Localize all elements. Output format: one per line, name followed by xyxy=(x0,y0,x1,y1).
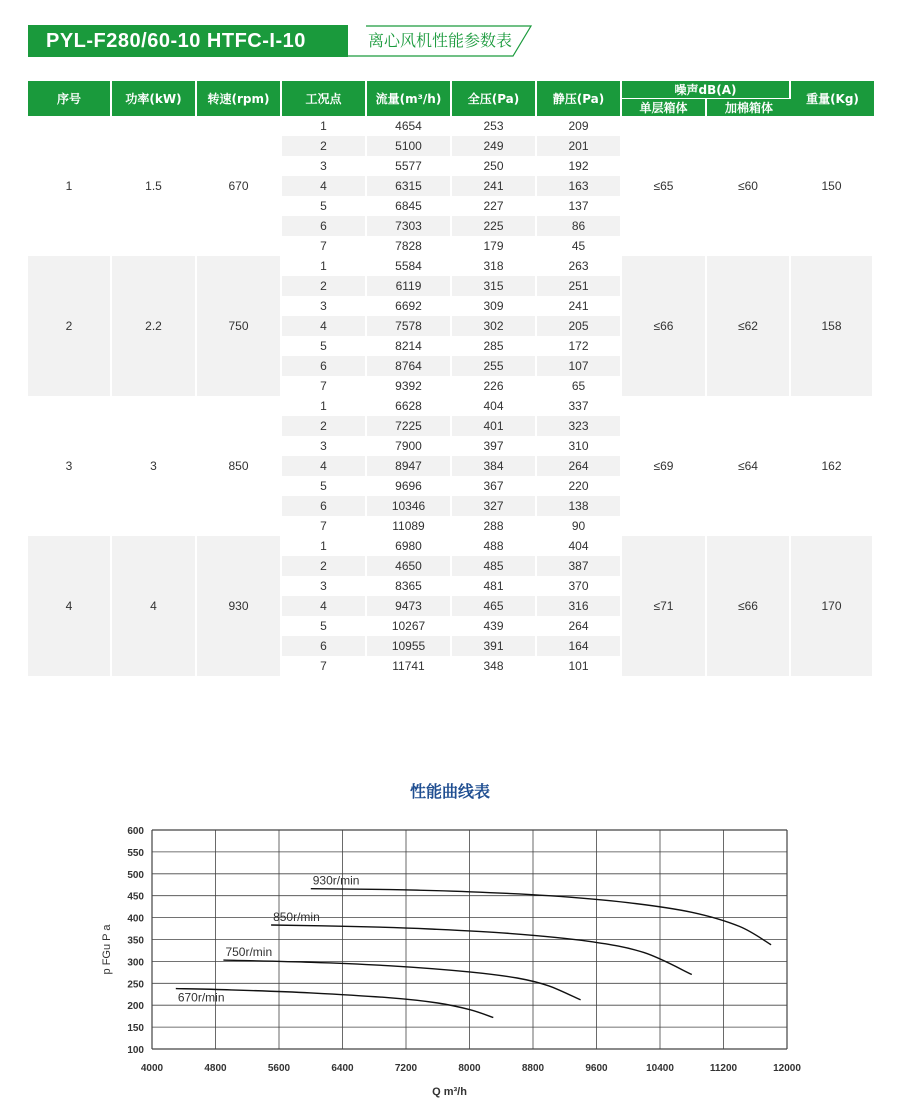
y-tick-label: 350 xyxy=(127,935,144,947)
header-no: 序号 xyxy=(28,81,112,116)
title-banner xyxy=(28,25,513,57)
cell-static: 172 xyxy=(537,336,622,356)
cell-weight: 158 xyxy=(791,256,874,396)
header-power: 功率(kW) xyxy=(112,81,197,116)
cell-point: 1 xyxy=(282,396,367,416)
chart-title: 性能曲线表 xyxy=(409,782,490,801)
table-row xyxy=(28,256,874,276)
cell-flow: 4654 xyxy=(367,116,452,136)
cell-weight: 162 xyxy=(791,396,874,536)
cell-total: 465 xyxy=(452,596,537,616)
cell-flow: 8365 xyxy=(367,576,452,596)
cell-total: 439 xyxy=(452,616,537,636)
cell-point: 3 xyxy=(282,296,367,316)
cell-static: 163 xyxy=(537,176,622,196)
cell-static: 138 xyxy=(537,496,622,516)
cell-total: 384 xyxy=(452,456,537,476)
cell-point: 6 xyxy=(282,356,367,376)
header-noise-single: 单层箱体 xyxy=(622,98,707,116)
cell-point: 7 xyxy=(282,376,367,396)
cell-flow: 9392 xyxy=(367,376,452,396)
x-tick-label: 8800 xyxy=(521,1063,545,1074)
cell-total: 255 xyxy=(452,356,537,376)
model-title: PYL-F280/60-10 HTFC-I-10 xyxy=(28,25,348,57)
cell-point: 1 xyxy=(282,256,367,276)
table-row xyxy=(28,396,874,416)
cell-noise-single: ≤66 xyxy=(622,256,707,396)
cell-total: 391 xyxy=(452,636,537,656)
x-tick-label: 10400 xyxy=(646,1063,674,1074)
cell-noise-single: ≤69 xyxy=(622,396,707,536)
header-flow: 流量(m³/h) xyxy=(367,81,452,116)
cell-flow: 6980 xyxy=(367,536,452,556)
cell-flow: 4650 xyxy=(367,556,452,576)
table-row xyxy=(28,116,874,136)
cell-point: 5 xyxy=(282,616,367,636)
cell-static: 241 xyxy=(537,296,622,316)
cell-point: 7 xyxy=(282,656,367,676)
cell-total: 348 xyxy=(452,656,537,676)
cell-flow: 6119 xyxy=(367,276,452,296)
cell-static: 107 xyxy=(537,356,622,376)
header-noise: 噪声dB(A) xyxy=(622,81,791,98)
header-noise-cotton: 加棉箱体 xyxy=(707,98,791,116)
cell-point: 4 xyxy=(282,456,367,476)
banner-subtitle-box xyxy=(348,25,528,57)
cell-total: 250 xyxy=(452,156,537,176)
cell-no: 2 xyxy=(28,256,112,396)
x-tick-label: 12000 xyxy=(773,1063,801,1074)
cell-point: 4 xyxy=(282,316,367,336)
cell-no: 4 xyxy=(28,536,112,676)
y-tick-label: 500 xyxy=(127,869,144,881)
x-tick-label: 7200 xyxy=(394,1063,418,1074)
x-axis-label: Q m³/h xyxy=(432,1086,467,1098)
cell-static: 220 xyxy=(537,476,622,496)
series-label: 670r/min xyxy=(177,990,225,1005)
cell-static: 264 xyxy=(537,616,622,636)
header-point: 工况点 xyxy=(282,81,367,116)
cell-total: 485 xyxy=(452,556,537,576)
cell-flow: 11741 xyxy=(367,656,452,676)
table-body xyxy=(28,116,874,676)
cell-point: 5 xyxy=(282,476,367,496)
x-tick-label: 6400 xyxy=(331,1063,354,1074)
y-tick-label: 150 xyxy=(127,1023,144,1035)
x-tick-label: 5600 xyxy=(267,1063,291,1074)
cell-noise-cotton: ≤62 xyxy=(707,256,791,396)
cell-weight: 150 xyxy=(791,116,874,256)
cell-static: 201 xyxy=(537,136,622,156)
y-tick-label: 200 xyxy=(127,1001,144,1013)
cell-flow: 7828 xyxy=(367,236,452,256)
cell-noise-single: ≤71 xyxy=(622,536,707,676)
cell-point: 3 xyxy=(282,576,367,596)
cell-flow: 7225 xyxy=(367,416,452,436)
cell-power: 4 xyxy=(112,536,197,676)
cell-noise-single: ≤65 xyxy=(622,116,707,256)
cell-point: 2 xyxy=(282,136,367,156)
cell-flow: 8214 xyxy=(367,336,452,356)
cell-point: 7 xyxy=(282,516,367,536)
y-tick-label: 400 xyxy=(127,913,144,925)
cell-static: 404 xyxy=(537,536,622,556)
x-tick-label: 8000 xyxy=(458,1063,481,1074)
cell-point: 5 xyxy=(282,336,367,356)
cell-total: 226 xyxy=(452,376,537,396)
cell-static: 86 xyxy=(537,216,622,236)
cell-point: 7 xyxy=(282,236,367,256)
cell-flow: 11089 xyxy=(367,516,452,536)
cell-total: 397 xyxy=(452,436,537,456)
cell-flow: 9696 xyxy=(367,476,452,496)
header-weight: 重量(Kg) xyxy=(791,81,874,116)
header-static-pressure: 静压(Pa) xyxy=(537,81,622,116)
cell-speed: 930 xyxy=(197,536,282,676)
cell-flow: 5100 xyxy=(367,136,452,156)
cell-static: 323 xyxy=(537,416,622,436)
cell-static: 337 xyxy=(537,396,622,416)
series-label: 930r/min xyxy=(312,873,360,888)
y-tick-label: 100 xyxy=(127,1045,144,1056)
cell-flow: 7900 xyxy=(367,436,452,456)
cell-point: 3 xyxy=(282,156,367,176)
cell-total: 288 xyxy=(452,516,537,536)
cell-speed: 750 xyxy=(197,256,282,396)
cell-flow: 10955 xyxy=(367,636,452,656)
performance-table xyxy=(28,81,874,676)
cell-total: 315 xyxy=(452,276,537,296)
cell-flow: 5584 xyxy=(367,256,452,276)
x-tick-label: 4800 xyxy=(204,1063,227,1074)
cell-static: 137 xyxy=(537,196,622,216)
cell-flow: 6845 xyxy=(367,196,452,216)
series-line xyxy=(223,960,580,1000)
table-row xyxy=(28,536,874,556)
cell-power: 2.2 xyxy=(112,256,197,396)
cell-point: 6 xyxy=(282,636,367,656)
cell-point: 5 xyxy=(282,196,367,216)
cell-point: 2 xyxy=(282,556,367,576)
cell-point: 4 xyxy=(282,596,367,616)
cell-no: 3 xyxy=(28,396,112,536)
x-tick-label: 9600 xyxy=(585,1063,608,1074)
cell-flow: 10267 xyxy=(367,616,452,636)
y-axis-label: p FGu P a xyxy=(101,924,113,975)
cell-noise-cotton: ≤60 xyxy=(707,116,791,256)
cell-noise-cotton: ≤64 xyxy=(707,396,791,536)
y-tick-label: 550 xyxy=(127,847,144,859)
cell-total: 179 xyxy=(452,236,537,256)
cell-flow: 10346 xyxy=(367,496,452,516)
cell-flow: 6692 xyxy=(367,296,452,316)
cell-speed: 850 xyxy=(197,396,282,536)
y-tick-label: 450 xyxy=(127,891,144,903)
cell-static: 65 xyxy=(537,376,622,396)
cell-point: 1 xyxy=(282,536,367,556)
cell-total: 327 xyxy=(452,496,537,516)
series-label: 750r/min xyxy=(225,945,273,960)
cell-point: 4 xyxy=(282,176,367,196)
x-tick-label: 11200 xyxy=(709,1063,738,1074)
cell-total: 367 xyxy=(452,476,537,496)
series-label: 850r/min xyxy=(273,910,320,925)
cell-flow: 7303 xyxy=(367,216,452,236)
cell-flow: 8947 xyxy=(367,456,452,476)
cell-total: 227 xyxy=(452,196,537,216)
y-tick-label: 250 xyxy=(127,979,144,991)
cell-static: 263 xyxy=(537,256,622,276)
cell-weight: 170 xyxy=(791,536,874,676)
cell-no: 1 xyxy=(28,116,112,256)
cell-total: 318 xyxy=(452,256,537,276)
cell-flow: 6628 xyxy=(367,396,452,416)
cell-power: 1.5 xyxy=(112,116,197,256)
cell-point: 3 xyxy=(282,436,367,456)
cell-total: 309 xyxy=(452,296,537,316)
cell-static: 310 xyxy=(537,436,622,456)
cell-static: 209 xyxy=(537,116,622,136)
cell-total: 225 xyxy=(452,216,537,236)
y-tick-label: 600 xyxy=(127,826,144,837)
cell-flow: 5577 xyxy=(367,156,452,176)
header-speed: 转速(rpm) xyxy=(197,81,282,116)
cell-point: 2 xyxy=(282,416,367,436)
cell-noise-cotton: ≤66 xyxy=(707,536,791,676)
cell-static: 205 xyxy=(537,316,622,336)
cell-static: 45 xyxy=(537,236,622,256)
header-total-pressure: 全压(Pa) xyxy=(452,81,537,116)
series-line xyxy=(271,925,692,975)
cell-point: 2 xyxy=(282,276,367,296)
cell-power: 3 xyxy=(112,396,197,536)
performance-curve-chart xyxy=(0,815,900,1110)
cell-total: 249 xyxy=(452,136,537,156)
cell-static: 370 xyxy=(537,576,622,596)
cell-point: 1 xyxy=(282,116,367,136)
cell-static: 264 xyxy=(537,456,622,476)
cell-static: 387 xyxy=(537,556,622,576)
cell-total: 302 xyxy=(452,316,537,336)
cell-total: 481 xyxy=(452,576,537,596)
cell-total: 404 xyxy=(452,396,537,416)
banner-subtitle: 离心风机性能参数表 xyxy=(368,31,513,50)
cell-total: 401 xyxy=(452,416,537,436)
cell-point: 6 xyxy=(282,496,367,516)
cell-total: 488 xyxy=(452,536,537,556)
cell-total: 253 xyxy=(452,116,537,136)
cell-total: 241 xyxy=(452,176,537,196)
cell-static: 101 xyxy=(537,656,622,676)
cell-static: 164 xyxy=(537,636,622,656)
x-tick-label: 4000 xyxy=(140,1063,164,1074)
cell-static: 316 xyxy=(537,596,622,616)
cell-flow: 9473 xyxy=(367,596,452,616)
cell-flow: 6315 xyxy=(367,176,452,196)
cell-static: 90 xyxy=(537,516,622,536)
cell-total: 285 xyxy=(452,336,537,356)
cell-flow: 7578 xyxy=(367,316,452,336)
y-tick-label: 300 xyxy=(127,957,144,969)
cell-static: 192 xyxy=(537,156,622,176)
cell-static: 251 xyxy=(537,276,622,296)
cell-flow: 8764 xyxy=(367,356,452,376)
cell-speed: 670 xyxy=(197,116,282,256)
cell-point: 6 xyxy=(282,216,367,236)
